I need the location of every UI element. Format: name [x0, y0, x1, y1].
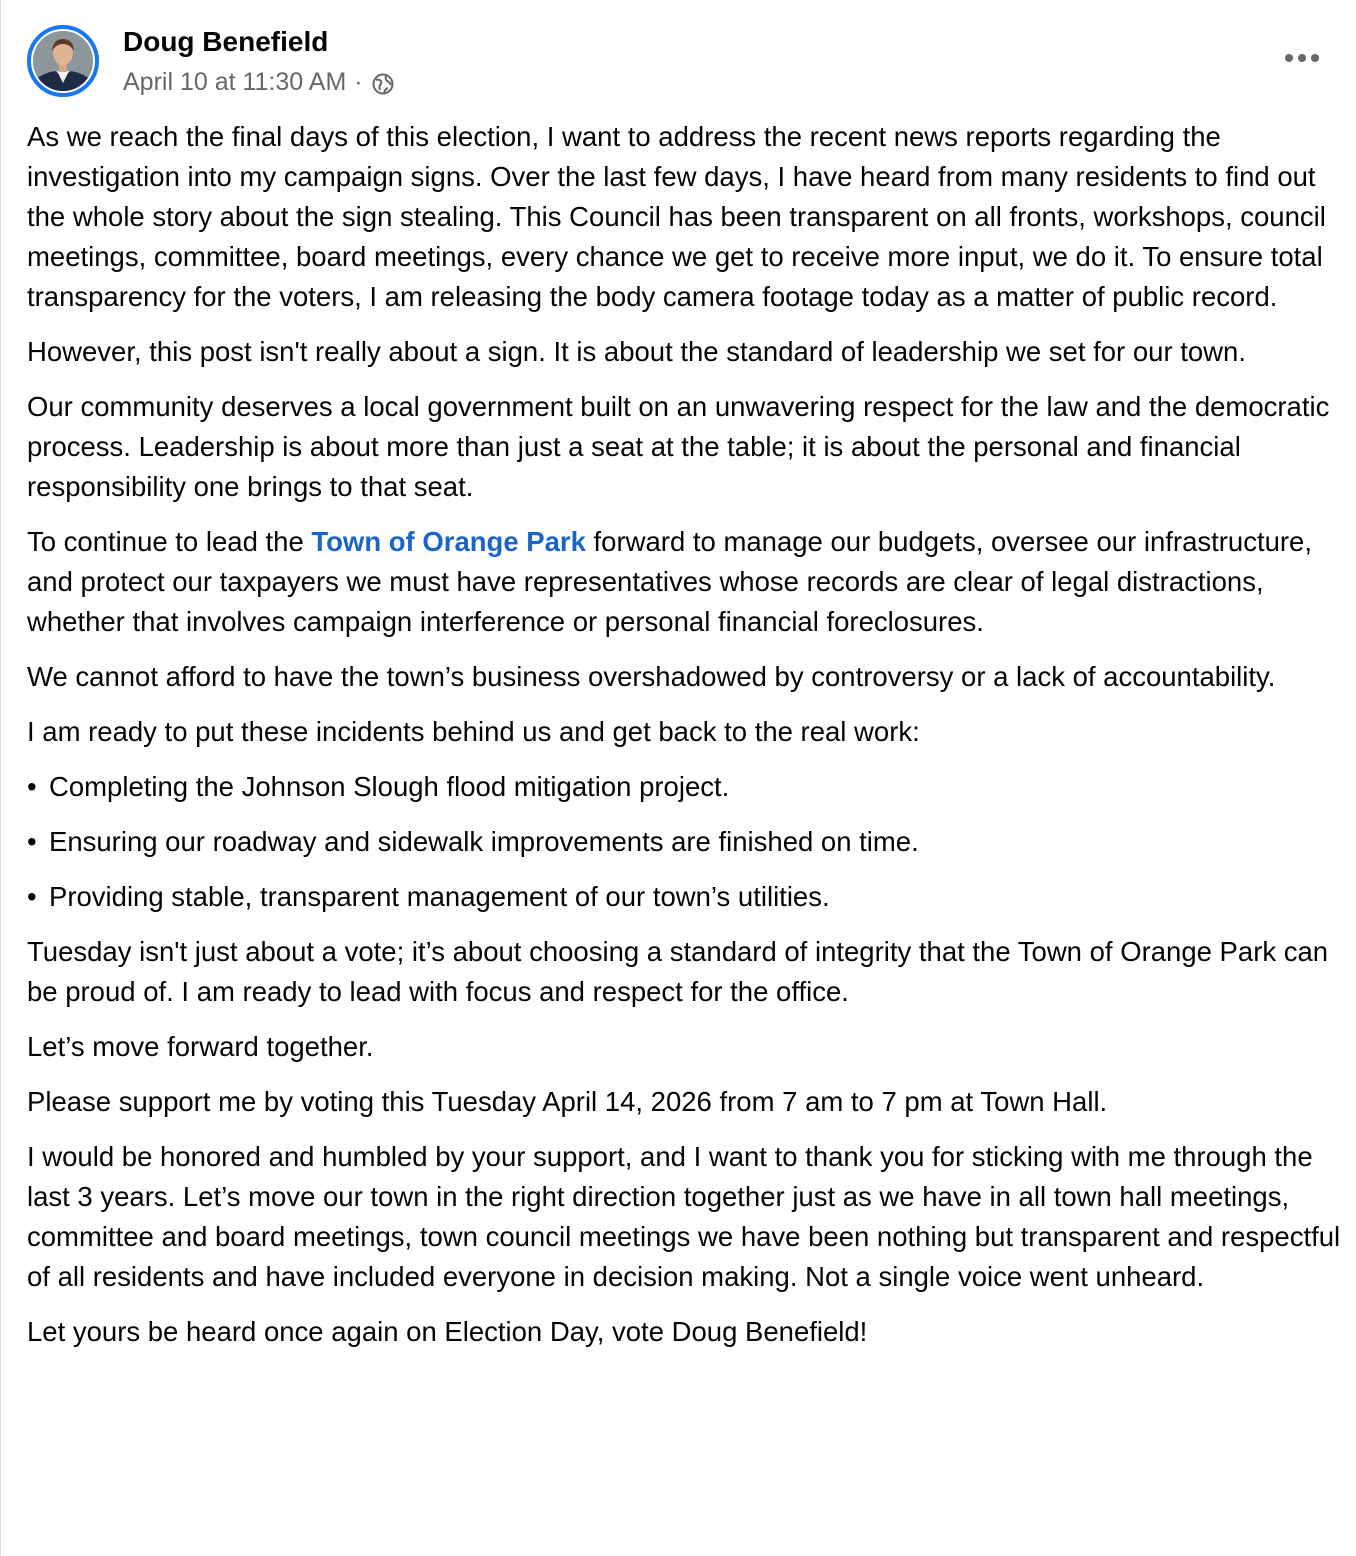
bullet-text: Completing the Johnson Slough flood mitigation project. [49, 771, 730, 802]
post-body [27, 117, 1343, 1367]
separator-dot: · [354, 68, 363, 96]
post-paragraph: Please support me by voting this Tuesday April 14, 2026 from 7 am to 7 pm at Town Hall. [27, 1086, 1108, 1117]
post-paragraph: Let’s move forward together. [27, 1031, 374, 1062]
more-horizontal-icon [1284, 53, 1320, 63]
paragraph-text: To continue to lead the [27, 526, 312, 557]
post-timestamp[interactable]: April 10 at 11:30 AM [123, 68, 347, 96]
page-link-town-of-orange-park[interactable]: Town of Orange Park [311, 526, 586, 557]
post-paragraph: I would be honored and humbled by your support, and I want to thank you for sticking with me through the last 3 years. Let’s move our town in the right direction together just as we have in all town hall meetings, committee and board meetings, town council meetings we have been nothing but transparent and respectful of all residents and have included everyone in decision making. Not a single voice went unheard. [27, 1141, 1341, 1292]
paragraph-text: forward to manage our budgets, oversee our infrastructure, and protect our taxpayers we must have representatives whose records are clear of legal distractions, whether that involves campaign interference or personal financial foreclosures. [27, 526, 1312, 637]
bullet-item [27, 877, 1343, 917]
avatar[interactable] [27, 25, 99, 97]
bullet-marker: • [27, 826, 37, 857]
post-paragraph: As we reach the final days of this election, I want to address the recent news reports regarding the investigation into my campaign signs. Over the last few days, I have heard from many residents to find out the whole story about the sign stealing. This Council has been transparent on all fronts, workshops, council meetings, committee, board meetings, every chance we get to receive more input, we do it. To ensure total transparency for the voters, I am releasing the body camera footage today as a matter of public record. [27, 121, 1326, 312]
author-name[interactable]: Doug Benefield [123, 26, 329, 57]
bullet-marker: • [27, 771, 37, 802]
more-options-button[interactable] [1274, 38, 1330, 78]
person-silhouette-icon [33, 31, 93, 91]
post-subline [123, 64, 395, 100]
post-header [27, 20, 395, 102]
post-paragraph-with-link [27, 522, 1343, 642]
bullet-text: Ensuring our roadway and sidewalk improvements are finished on time. [49, 826, 919, 857]
post-paragraph: I am ready to put these incidents behind us and get back to the real work: [27, 716, 920, 747]
post-paragraph: Our community deserves a local government built on an unwavering respect for the law and the democratic process. Leadership is about more than just a seat at the table; it is about the personal and financial responsibility one brings to that seat. [27, 391, 1330, 502]
globe-icon[interactable] [371, 70, 395, 94]
bullet-text: Providing stable, transparent management of our town’s utilities. [49, 881, 830, 912]
post-paragraph: Tuesday isn't just about a vote; it’s about choosing a standard of integrity that the Town of Orange Park can be proud of. I am ready to lead with focus and respect for the office. [27, 936, 1329, 1007]
post-paragraph: We cannot afford to have the town’s business overshadowed by controversy or a lack of accountability. [27, 661, 1276, 692]
profile-photo [33, 31, 93, 91]
bullet-item [27, 767, 1343, 807]
bullet-item [27, 822, 1343, 862]
post-paragraph: However, this post isn't really about a sign. It is about the standard of leadership we set for our town. [27, 336, 1246, 367]
bullet-marker: • [27, 881, 37, 912]
post-meta [123, 22, 395, 100]
post-paragraph: Let yours be heard once again on Election Day, vote Doug Benefield! [27, 1316, 868, 1347]
